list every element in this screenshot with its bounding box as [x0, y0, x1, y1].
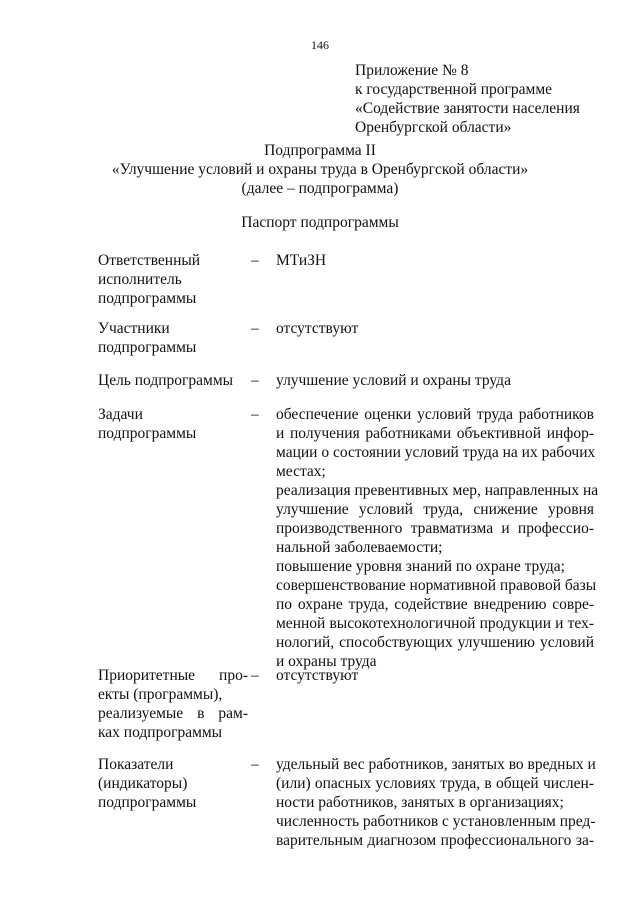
row-label-line: Показатели [98, 756, 174, 773]
subprogram-title-line: (далее – подпрограмма) [241, 180, 399, 197]
row-dash: – [251, 667, 259, 684]
row-value-line: совершенствование нормативной правовой базы [276, 577, 597, 594]
appendix-line: Приложение № 8 [355, 62, 469, 79]
row-value-line: реализация превентивных мер, направленных на [276, 482, 599, 499]
row-value-line: местах; [276, 463, 326, 480]
row-value-line: варительным диагнозом профессионального за- [276, 832, 594, 849]
row-label-line: подпрограммы [98, 339, 197, 356]
row-value-line: и получения работниками объективной инфор- [276, 425, 594, 442]
page-number: 146 [311, 38, 329, 52]
row-label-line: исполнитель [98, 271, 182, 288]
row-value [276, 666, 594, 685]
row-value-line: менной высокотехнологичной продукции и тех- [276, 615, 594, 632]
row-label-line: Задачи [98, 406, 143, 423]
row-label [98, 666, 248, 742]
row-label-line: реализуемые в рам- [98, 705, 248, 722]
row-value-line: производственного травматизма и профессио- [276, 520, 594, 537]
row-dash: – [251, 406, 259, 423]
subprogram-title [0, 141, 640, 198]
row-label-line: подпрограммы [98, 425, 197, 442]
row-label-line: подпрограммы [98, 794, 197, 811]
row-value [276, 319, 594, 338]
row-value-line: по охране труда, содействие внедрению совре- [276, 596, 594, 613]
row-value-line: нальной заболеваемости; [276, 539, 443, 556]
subprogram-title-line: «Улучшение условий и охраны труда в Оренбургской области» [111, 161, 529, 178]
row-dash: – [251, 252, 259, 269]
row-label [98, 755, 248, 812]
row-value-line: удельный вес работников, занятых во вредных и [276, 756, 596, 773]
row-value [276, 755, 594, 850]
row-value-line: повышение уровня знаний по охране труда; [276, 558, 565, 575]
row-value-line: МТиЗН [276, 252, 327, 269]
row-value-line: и охраны труда [276, 653, 377, 670]
row-value-line: мации о состоянии условий труда на их рабочих [276, 444, 596, 461]
row-value-line: улучшение условий труда, снижение уровня [276, 501, 594, 518]
row-value-line: отсутствуют [276, 667, 359, 684]
row-value [276, 405, 599, 671]
row-value-line: отсутствуют [276, 320, 359, 337]
appendix-header [355, 61, 615, 137]
row-label [98, 371, 248, 390]
row-label-line: ках подпрограммы [98, 724, 223, 741]
appendix-line: Оренбургской области» [355, 119, 512, 136]
row-value-line: ности работников, занятых в организациях; [276, 794, 564, 811]
row-value [276, 371, 594, 390]
passport-title: Паспорт подпрограммы [241, 214, 399, 231]
row-value-line: численность работников с установленным пред- [276, 813, 596, 830]
row-value-line: обеспечение оценки условий труда работников [276, 406, 594, 423]
appendix-line: к государственной программе [355, 81, 553, 98]
row-label [98, 405, 248, 443]
row-label-line: (индикаторы) [98, 775, 188, 792]
row-label-line: подпрограммы [98, 290, 197, 307]
row-label-line: Ответственный [98, 252, 201, 269]
row-label-line: екты (программы), [98, 686, 223, 703]
row-value-line: нологий, способствующих улучшению условий [276, 634, 594, 651]
row-label-line: Приоритетные про- [98, 667, 248, 684]
row-label [98, 251, 248, 308]
row-value [276, 251, 594, 270]
row-label-line: Участники [98, 320, 170, 337]
subprogram-title-line: Подпрограмма II [264, 142, 376, 159]
row-value-line: (или) опасных условиях труда, в общей числен- [276, 775, 594, 792]
row-dash: – [251, 320, 259, 337]
appendix-line: «Содействие занятости населения [355, 100, 580, 117]
row-label-line: Цель подпрограммы [98, 372, 234, 389]
row-dash: – [251, 372, 259, 389]
row-label [98, 319, 248, 357]
row-value-line: улучшение условий и охраны труда [276, 372, 511, 389]
row-dash: – [251, 756, 259, 773]
